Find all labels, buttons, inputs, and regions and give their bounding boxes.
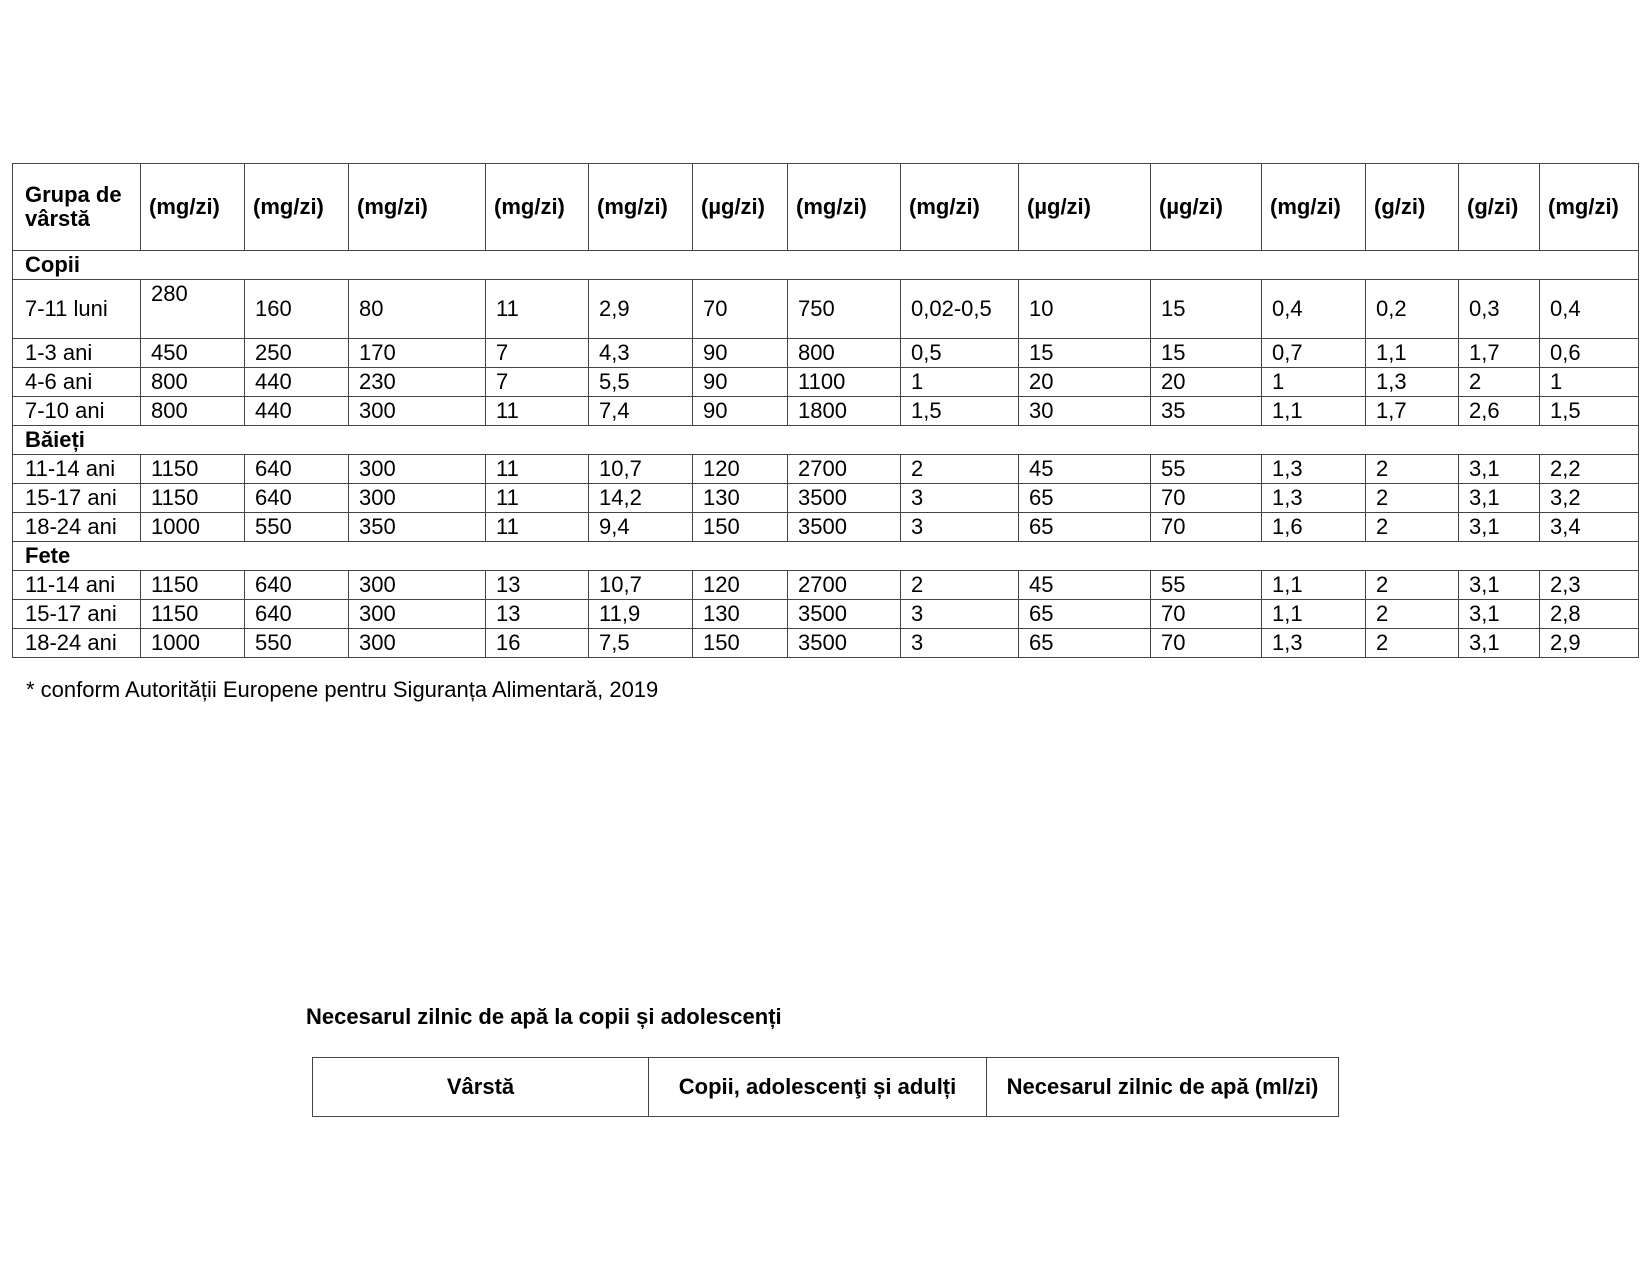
value-cell: 2,2 (1540, 455, 1639, 484)
value-cell: 3,1 (1459, 455, 1540, 484)
value-cell: 230 (349, 368, 486, 397)
value-cell: 3,4 (1540, 513, 1639, 542)
value-cell: 1,3 (1262, 455, 1366, 484)
table-row (13, 397, 1639, 426)
value-cell: 65 (1019, 484, 1151, 513)
value-cell: 11 (486, 397, 589, 426)
table-row (13, 280, 1639, 339)
value-cell: 1,5 (1540, 397, 1639, 426)
value-cell: 3 (901, 629, 1019, 658)
value-cell: 0,4 (1262, 280, 1366, 339)
table-row (13, 368, 1639, 397)
value-cell: 55 (1151, 571, 1262, 600)
value-cell: 90 (693, 368, 788, 397)
value-cell: 640 (245, 455, 349, 484)
value-cell: 1,3 (1366, 368, 1459, 397)
value-cell: 1,1 (1262, 600, 1366, 629)
value-cell: 1,3 (1262, 484, 1366, 513)
header-unit: (mg/zi) (245, 164, 349, 251)
value-cell: 3,1 (1459, 484, 1540, 513)
value-cell: 1150 (141, 484, 245, 513)
value-cell: 2,8 (1540, 600, 1639, 629)
value-cell: 1 (901, 368, 1019, 397)
value-cell: 440 (245, 368, 349, 397)
age-cell: 7-11 luni (13, 280, 141, 339)
value-cell: 1150 (141, 571, 245, 600)
value-cell: 3,1 (1459, 600, 1540, 629)
age-cell: 15-17 ani (13, 484, 141, 513)
value-cell: 10 (1019, 280, 1151, 339)
value-cell: 11 (486, 513, 589, 542)
header-unit: (mg/zi) (141, 164, 245, 251)
value-cell: 3500 (788, 629, 901, 658)
value-cell: 750 (788, 280, 901, 339)
value-cell: 300 (349, 629, 486, 658)
value-cell: 15 (1151, 280, 1262, 339)
value-cell: 1,3 (1262, 629, 1366, 658)
value-cell: 1,6 (1262, 513, 1366, 542)
group-label: Copii (13, 251, 1639, 280)
value-cell: 2 (901, 571, 1019, 600)
table-row (13, 600, 1639, 629)
value-cell: 0,7 (1262, 339, 1366, 368)
value-cell: 11 (486, 455, 589, 484)
age-cell: 11-14 ani (13, 571, 141, 600)
value-cell: 10,7 (589, 571, 693, 600)
value-cell: 5,5 (589, 368, 693, 397)
value-cell: 120 (693, 571, 788, 600)
header-unit: (mg/zi) (788, 164, 901, 251)
value-cell: 1,7 (1366, 397, 1459, 426)
value-cell: 3,1 (1459, 571, 1540, 600)
value-cell: 65 (1019, 629, 1151, 658)
value-cell: 3 (901, 600, 1019, 629)
value-cell: 0,2 (1366, 280, 1459, 339)
value-cell: 13 (486, 571, 589, 600)
header-unit: (µg/zi) (1151, 164, 1262, 251)
age-cell: 7-10 ani (13, 397, 141, 426)
nutrient-table (12, 163, 1639, 658)
value-cell: 16 (486, 629, 589, 658)
group-row (13, 542, 1639, 571)
value-cell: 2 (1366, 600, 1459, 629)
value-cell: 130 (693, 484, 788, 513)
value-cell: 90 (693, 397, 788, 426)
value-cell: 300 (349, 455, 486, 484)
value-cell: 2,3 (1540, 571, 1639, 600)
value-cell: 0,02-0,5 (901, 280, 1019, 339)
value-cell: 250 (245, 339, 349, 368)
value-cell: 20 (1019, 368, 1151, 397)
age-cell: 15-17 ani (13, 600, 141, 629)
water-header-population: Copii, adolescenţi și adulți (649, 1058, 987, 1117)
value-cell: 7,5 (589, 629, 693, 658)
table-row (13, 484, 1639, 513)
table-row (13, 629, 1639, 658)
value-cell: 7 (486, 339, 589, 368)
value-cell: 300 (349, 571, 486, 600)
value-cell: 3,1 (1459, 513, 1540, 542)
value-cell: 2 (1366, 629, 1459, 658)
value-cell: 640 (245, 571, 349, 600)
value-cell: 11,9 (589, 600, 693, 629)
value-cell: 3 (901, 484, 1019, 513)
header-unit: (mg/zi) (486, 164, 589, 251)
value-cell: 120 (693, 455, 788, 484)
age-cell: 1-3 ani (13, 339, 141, 368)
value-cell: 45 (1019, 455, 1151, 484)
value-cell: 280 (141, 280, 245, 339)
value-cell: 7 (486, 368, 589, 397)
value-cell: 160 (245, 280, 349, 339)
value-cell: 0,4 (1540, 280, 1639, 339)
value-cell: 2700 (788, 571, 901, 600)
age-cell: 18-24 ani (13, 513, 141, 542)
value-cell: 1,5 (901, 397, 1019, 426)
value-cell: 150 (693, 513, 788, 542)
value-cell: 2,9 (1540, 629, 1639, 658)
value-cell: 800 (141, 368, 245, 397)
value-cell: 4,3 (589, 339, 693, 368)
value-cell: 550 (245, 513, 349, 542)
value-cell: 1,7 (1459, 339, 1540, 368)
value-cell: 2 (1366, 455, 1459, 484)
value-cell: 20 (1151, 368, 1262, 397)
table-header-row (13, 164, 1639, 251)
value-cell: 3 (901, 513, 1019, 542)
value-cell: 1800 (788, 397, 901, 426)
value-cell: 65 (1019, 600, 1151, 629)
value-cell: 3500 (788, 600, 901, 629)
value-cell: 2700 (788, 455, 901, 484)
value-cell: 45 (1019, 571, 1151, 600)
value-cell: 300 (349, 600, 486, 629)
header-unit: (µg/zi) (1019, 164, 1151, 251)
value-cell: 800 (788, 339, 901, 368)
value-cell: 9,4 (589, 513, 693, 542)
value-cell: 70 (693, 280, 788, 339)
header-unit: (mg/zi) (901, 164, 1019, 251)
water-table (312, 1057, 1339, 1117)
value-cell: 15 (1151, 339, 1262, 368)
value-cell: 11 (486, 484, 589, 513)
value-cell: 2 (1366, 513, 1459, 542)
water-header-age: Vârstă (313, 1058, 649, 1117)
water-header-requirement: Necesarul zilnic de apă (ml/zi) (987, 1058, 1339, 1117)
value-cell: 1 (1262, 368, 1366, 397)
group-row (13, 426, 1639, 455)
value-cell: 14,2 (589, 484, 693, 513)
value-cell: 170 (349, 339, 486, 368)
value-cell: 2,9 (589, 280, 693, 339)
value-cell: 550 (245, 629, 349, 658)
value-cell: 1,1 (1262, 397, 1366, 426)
value-cell: 300 (349, 397, 486, 426)
value-cell: 15 (1019, 339, 1151, 368)
table-row (13, 571, 1639, 600)
table-body (13, 251, 1639, 658)
value-cell: 3500 (788, 513, 901, 542)
value-cell: 70 (1151, 513, 1262, 542)
value-cell: 3500 (788, 484, 901, 513)
table-row (13, 455, 1639, 484)
value-cell: 90 (693, 339, 788, 368)
value-cell: 1100 (788, 368, 901, 397)
value-cell: 13 (486, 600, 589, 629)
value-cell: 65 (1019, 513, 1151, 542)
age-cell: 18-24 ani (13, 629, 141, 658)
value-cell: 7,4 (589, 397, 693, 426)
value-cell: 800 (141, 397, 245, 426)
header-age-group: Grupa de vârstă (13, 164, 141, 251)
value-cell: 0,6 (1540, 339, 1639, 368)
header-unit: (µg/zi) (693, 164, 788, 251)
header-unit: (g/zi) (1366, 164, 1459, 251)
value-cell: 35 (1151, 397, 1262, 426)
value-cell: 0,5 (901, 339, 1019, 368)
header-unit: (mg/zi) (1540, 164, 1639, 251)
value-cell: 2 (1366, 571, 1459, 600)
value-cell: 300 (349, 484, 486, 513)
age-cell: 4-6 ani (13, 368, 141, 397)
value-cell: 55 (1151, 455, 1262, 484)
value-cell: 30 (1019, 397, 1151, 426)
value-cell: 1000 (141, 629, 245, 658)
value-cell: 2 (901, 455, 1019, 484)
table-row (13, 339, 1639, 368)
value-cell: 1150 (141, 600, 245, 629)
header-unit: (g/zi) (1459, 164, 1540, 251)
header-unit: (mg/zi) (1262, 164, 1366, 251)
header-unit: (mg/zi) (349, 164, 486, 251)
water-section-title: Necesarul zilnic de apă la copii și adolescenți (306, 1004, 782, 1029)
value-cell: 3,2 (1540, 484, 1639, 513)
table-footnote: * conform Autorității Europene pentru Siguranța Alimentară, 2019 (26, 677, 659, 702)
value-cell: 1,1 (1262, 571, 1366, 600)
group-label: Fete (13, 542, 1639, 571)
value-cell: 3,1 (1459, 629, 1540, 658)
value-cell: 11 (486, 280, 589, 339)
value-cell: 1,1 (1366, 339, 1459, 368)
value-cell: 0,3 (1459, 280, 1540, 339)
water-header-row (313, 1058, 1339, 1117)
group-row (13, 251, 1639, 280)
value-cell: 440 (245, 397, 349, 426)
value-cell: 70 (1151, 600, 1262, 629)
value-cell: 70 (1151, 629, 1262, 658)
value-cell: 1150 (141, 455, 245, 484)
value-cell: 2 (1366, 484, 1459, 513)
value-cell: 350 (349, 513, 486, 542)
value-cell: 150 (693, 629, 788, 658)
value-cell: 2 (1459, 368, 1540, 397)
header-unit: (mg/zi) (589, 164, 693, 251)
group-label: Băieți (13, 426, 1639, 455)
value-cell: 450 (141, 339, 245, 368)
value-cell: 640 (245, 600, 349, 629)
value-cell: 2,6 (1459, 397, 1540, 426)
age-cell: 11-14 ani (13, 455, 141, 484)
value-cell: 130 (693, 600, 788, 629)
value-cell: 640 (245, 484, 349, 513)
value-cell: 70 (1151, 484, 1262, 513)
value-cell: 1000 (141, 513, 245, 542)
value-cell: 80 (349, 280, 486, 339)
table-row (13, 513, 1639, 542)
value-cell: 10,7 (589, 455, 693, 484)
value-cell: 1 (1540, 368, 1639, 397)
